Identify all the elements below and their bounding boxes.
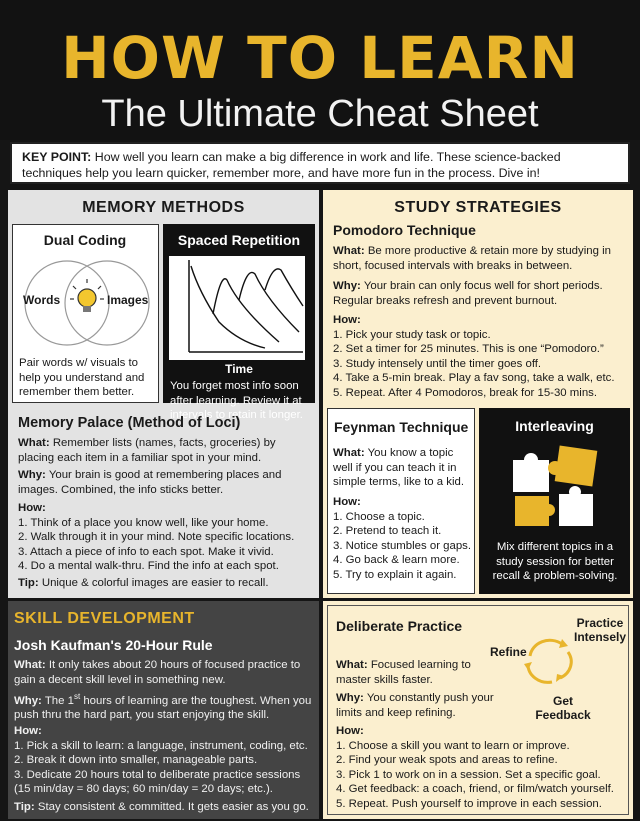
memory-palace-title: Memory Palace (Method of Loci)	[18, 415, 241, 431]
skill-development-heading: SKILL DEVELOPMENT	[14, 610, 195, 627]
memory-palace-how: How: 1. Think of a place you know well, like your home. 2. Walk through it in your mind. Note specific locations. 3. Attach a piece of info to each spot. Make it vivid. 4. Do a mental walk-thru. Find the info at each spot.	[18, 501, 308, 574]
venn-left-label: Words	[23, 293, 61, 307]
twenty-hour-rule-title: Josh Kaufman's 20-Hour Rule	[14, 637, 213, 653]
list-item: 3. Pick 1 to work on in a session. Set a specific goal.	[336, 768, 601, 781]
list-item: 1. Pick your study task or topic.	[333, 328, 491, 341]
list-item: 2. Find your weak spots and areas to refine.	[336, 754, 558, 767]
pomodoro-what: What: Be more productive & retain more by studying in short, focused intervals with breaks in between.	[333, 245, 611, 272]
puzzle-pieces-icon	[509, 444, 601, 530]
list-item: 2. Walk through it in your mind. Note specific locations.	[18, 531, 295, 544]
list-item: 5. Repeat. Push yourself to improve in each session.	[336, 797, 602, 810]
list-item: 4. Do a mental walk-thru. Find the info at each spot.	[18, 560, 279, 573]
pomodoro-how: How: 1. Pick your study task or topic. 2. Set a timer for 25 minutes. This is one “Pomodoro.” 3. Study intensely until the timer goes off. 4. Take a 5-min break. Play a fav song, take a walk, etc. 5. Repeat. After 4 Pomodoros, break for 15-30 mins.	[333, 313, 629, 401]
spaced-repetition-card	[163, 224, 315, 422]
skill-what: What: It only takes about 20 hours of focused practice to gain a decent skill level in something new.	[14, 659, 301, 686]
list-item: 3. Attach a piece of info to each spot. Make it vivid.	[18, 545, 274, 558]
list-item: 1. Pick a skill to learn: a language, instrument, coding, etc.	[14, 739, 308, 752]
list-item: 3. Notice stumbles or gaps.	[333, 539, 472, 552]
dual-coding-card	[12, 224, 159, 403]
time-axis-label: Time	[225, 362, 253, 376]
deliberate-how: How: 1. Choose a skill you want to learn or improve. 2. Find your weak spots and areas to refine. 3. Pick 1 to work on in a session. Set a specific goal. 4. Get feedback: a coach, friend, or film/watch yourself. 5. Repeat. Push yourself to improve in each session.	[336, 724, 628, 812]
interleaving-desc: Mix different topics in a study session for better recall & problem-solving.	[492, 541, 618, 583]
key-point-box	[10, 142, 630, 184]
venn-right-label: Images	[107, 293, 149, 307]
practice-cycle-arrows-icon	[522, 636, 576, 686]
list-item: 3. Dedicate 20 hours total to deliberate practice sessions	[14, 768, 301, 781]
spaced-repetition-title: Spaced Repetition	[177, 232, 301, 248]
page-subtitle: The Ultimate Cheat Sheet	[101, 93, 539, 135]
pomodoro-title: Pomodoro Technique	[333, 222, 476, 238]
interleaving-card	[479, 408, 630, 594]
list-item: 5. Try to explain it again.	[333, 568, 457, 581]
memory-methods-heading: MEMORY METHODS	[82, 199, 245, 216]
feynman-card	[327, 408, 475, 594]
list-item: (15 min/day = 80 days; 60 min/day = 20 days; etc.).	[14, 783, 273, 796]
deliberate-why: Why: You constantly push your limits and keep refining.	[336, 692, 494, 719]
cycle-feedback-label: Get Feedback	[535, 694, 591, 722]
feynman-what: What: You know a topic well if you can teach it in simple terms, like to a kid.	[333, 447, 465, 489]
memory-palace-why: Why: Your brain is good at remembering places and images. Combined, the info sticks better.	[18, 469, 282, 496]
list-item: 2. Pretend to teach it.	[333, 525, 442, 538]
dual-coding-desc: Pair words w/ visuals to help you understand and remember them better.	[19, 357, 145, 399]
list-item: 1. Think of a place you know well, like your home.	[18, 516, 269, 529]
cycle-practice-label: Practice Intensely	[573, 616, 627, 644]
key-point-text: How well you learn can make a big difference in work and life. These science-backed techniques help you learn quicker, remember more, and have more fun in the process. Dive in!	[22, 150, 561, 180]
interleaving-title: Interleaving	[515, 418, 594, 434]
deliberate-what: What: Focused learning to master skills faster.	[336, 659, 471, 686]
list-item: 2. Set a timer for 25 minutes. This is one “Pomodoro.”	[333, 343, 604, 356]
feynman-how: How: 1. Choose a topic. 2. Pretend to teach it. 3. Notice stumbles or gaps. 4. Go back & learn more. 5. Try to explain it again.	[333, 496, 472, 581]
study-strategies-heading: STUDY STRATEGIES	[394, 199, 562, 216]
forgetting-curve-graph	[169, 252, 311, 364]
list-item: 3. Study intensely until the timer goes off.	[333, 357, 542, 370]
key-point-label: KEY POINT:	[22, 150, 92, 164]
list-item: 1. Choose a skill you want to learn or improve.	[336, 739, 570, 752]
cycle-refine-label: Refine	[490, 645, 527, 659]
list-item: 4. Get feedback: a coach, friend, or film/watch yourself.	[336, 783, 614, 796]
list-item: 2. Break it down into smaller, manageable parts.	[14, 754, 258, 767]
lightbulb-icon	[70, 279, 104, 312]
memory-palace-what: What: Remember lists (names, facts, groceries) by placing each item in a familiar spot in your mind.	[18, 437, 276, 464]
skill-tip: Tip: Stay consistent & committed. It gets easier as you go.	[14, 801, 309, 813]
skill-how: How: 1. Pick a skill to learn: a language, instrument, coding, etc. 2. Break it down into smaller, manageable parts. 3. Dedicate 20 hours total to deliberate practice sessions (15 min/day = 80 days; 60 min/day = 20 days; etc.).	[14, 724, 317, 797]
list-item: 1. Choose a topic.	[333, 510, 425, 523]
spaced-repetition-desc: You forget most info soon after learning. Review it at intervals to retain it longer.	[170, 380, 303, 422]
list-item: 4. Take a 5-min break. Play a fav song, take a walk, etc.	[333, 372, 615, 385]
dual-coding-title: Dual Coding	[43, 232, 127, 248]
memory-palace-tip: Tip: Unique & colorful images are easier to recall.	[18, 577, 269, 589]
deliberate-practice-title: Deliberate Practice	[336, 618, 463, 634]
list-item: 5. Repeat. After 4 Pomodoros, break for 15-30 mins.	[333, 386, 598, 399]
list-item: 4. Go back & learn more.	[333, 554, 460, 567]
pomodoro-why: Why: Your brain can only focus well for short periods. Regular breaks refresh and prevent burnout.	[333, 280, 603, 307]
skill-why: Why: The 1st hours of learning are the toughest. When you push thru the hard part, you start enjoying the skill.	[14, 692, 312, 722]
page-title: HOW TO LEARN	[61, 24, 579, 92]
feynman-title: Feynman Technique	[334, 419, 469, 435]
